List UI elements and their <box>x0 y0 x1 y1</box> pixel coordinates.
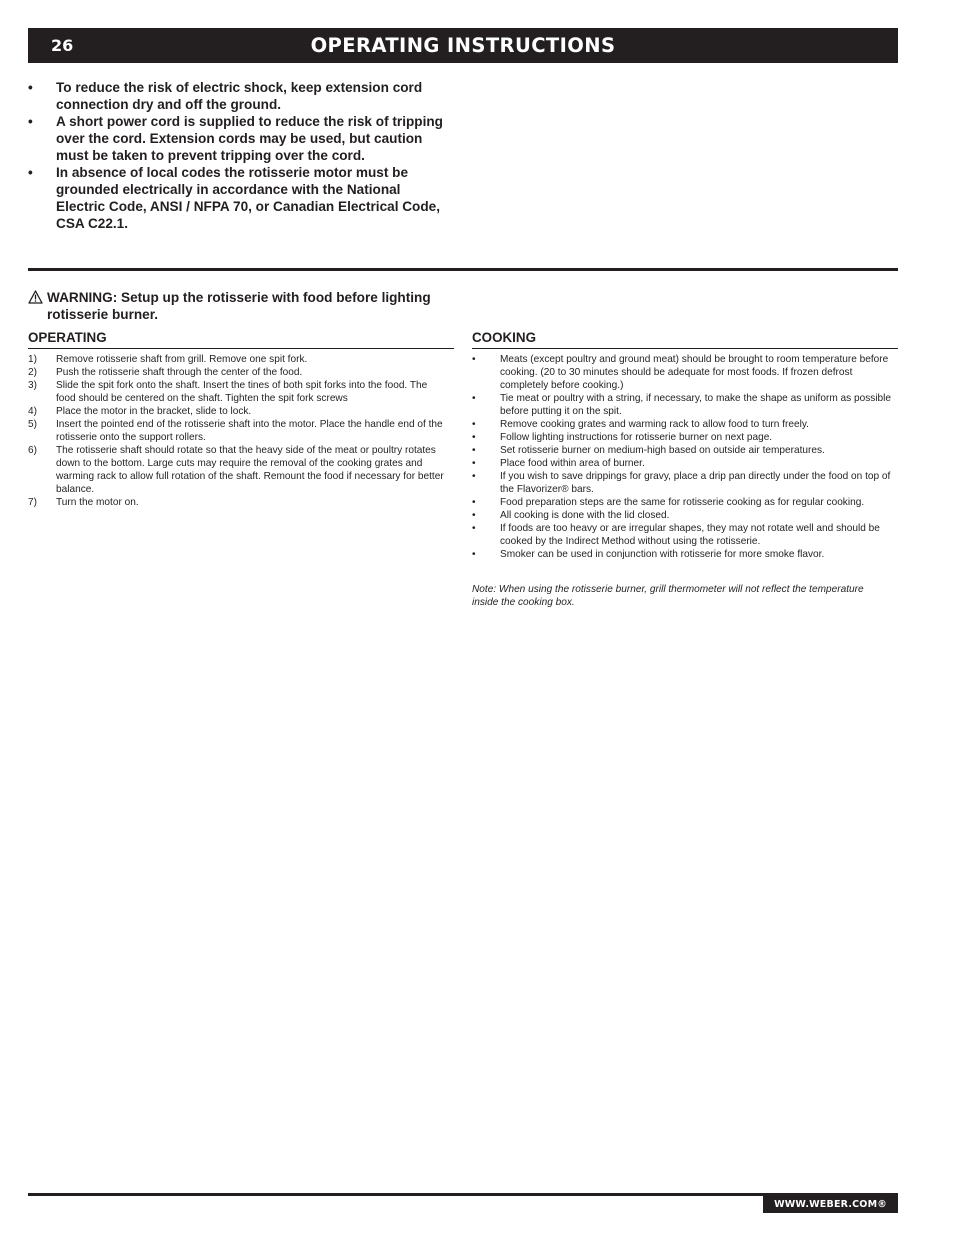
section-divider <box>28 268 898 271</box>
cooking-rule <box>472 348 898 349</box>
step-text: Push the rotisserie shaft through the center of the food. <box>56 367 303 378</box>
bullet: • <box>472 445 476 456</box>
operating-step <box>28 444 448 496</box>
tip-text: If you wish to save drippings for gravy, place a drip pan directly under the food on top of the Flavorizer® bars. <box>500 471 891 495</box>
cooking-tip <box>472 457 892 470</box>
bullet: • <box>472 497 476 508</box>
step-text: Insert the pointed end of the rotisserie shaft into the motor. Place the handle end of the rotisserie onto the support rollers. <box>56 419 443 443</box>
bullet: • <box>472 510 476 521</box>
page-number: 26 <box>51 36 74 55</box>
step-text: The rotisserie shaft should rotate so that the heavy side of the meat or poultry rotates down to the bottom. Large cuts may require the removal of the cooking grates and warming rack to allow full rotation of the shaft. Remount the food if necessary for better balance. <box>56 445 444 495</box>
warning-block <box>28 289 458 323</box>
operating-rule <box>28 348 454 349</box>
safety-note-text: To reduce the risk of electric shock, keep extension cord connection dry and off the ground. <box>56 80 423 112</box>
bullet: • <box>472 432 476 443</box>
safety-note <box>28 113 448 164</box>
operating-step <box>28 366 448 379</box>
bullet: • <box>28 114 33 129</box>
warning-triangle-icon <box>28 290 43 304</box>
page-title: OPERATING INSTRUCTIONS <box>310 34 616 57</box>
cooking-tip <box>472 470 892 496</box>
cooking-tip <box>472 431 892 444</box>
cooking-tip <box>472 392 892 418</box>
tip-text: Remove cooking grates and warming rack to allow food to turn freely. <box>500 419 809 430</box>
cooking-heading: COOKING <box>472 330 536 345</box>
tip-text: Meats (except poultry and ground meat) should be brought to room temperature before cooking. (20 to 30 minutes should be adequate for most foods. If frozen defrost completely before cooking.) <box>500 354 889 391</box>
bullet: • <box>472 523 476 534</box>
safety-notes-list <box>28 79 448 232</box>
operating-step <box>28 353 448 366</box>
step-number: 6) <box>28 445 37 456</box>
safety-note-text: A short power cord is supplied to reduce the risk of tripping over the cord. Extension cords may be used, but caution must be taken to prevent tripping over the cord. <box>56 114 443 163</box>
cooking-tip <box>472 496 892 509</box>
step-number: 3) <box>28 380 37 391</box>
step-number: 2) <box>28 367 37 378</box>
cooking-tips <box>472 353 892 561</box>
step-text: Turn the motor on. <box>56 497 139 508</box>
safety-note-text: In absence of local codes the rotisserie motor must be grounded electrically in accordance with the National Electric Code, ANSI / NFPA 70, or Canadian Electrical Code, CSA C22.1. <box>56 165 441 231</box>
cooking-tip <box>472 548 892 561</box>
header-bar <box>28 28 898 63</box>
bullet: • <box>472 458 476 469</box>
warning-text: WARNING: Setup up the rotisserie with food before lighting rotisserie burner. <box>47 290 431 322</box>
tip-text: Smoker can be used in conjunction with rotisserie for more smoke flavor. <box>500 549 825 560</box>
tip-text: All cooking is done with the lid closed. <box>500 510 670 521</box>
operating-step <box>28 418 448 444</box>
step-text: Remove rotisserie shaft from grill. Remove one spit fork. <box>56 354 308 365</box>
bullet: • <box>472 419 476 430</box>
tip-text: Set rotisserie burner on medium-high based on outside air temperatures. <box>500 445 825 456</box>
bullet: • <box>472 393 476 404</box>
bullet: • <box>28 165 33 180</box>
operating-step <box>28 379 448 405</box>
bullet: • <box>472 549 476 560</box>
step-number: 1) <box>28 354 37 365</box>
safety-note <box>28 164 448 232</box>
cooking-tip <box>472 522 892 548</box>
footer-website-link[interactable]: WWW.WEBER.COM® <box>763 1196 898 1213</box>
step-number: 7) <box>28 497 37 508</box>
step-number: 4) <box>28 406 37 417</box>
cooking-tip <box>472 509 892 522</box>
operating-step <box>28 496 448 509</box>
step-number: 5) <box>28 419 37 430</box>
cooking-note: Note: When using the rotisserie burner, grill thermometer will not reflect the temperature inside the cooking box. <box>472 584 864 608</box>
tip-text: Place food within area of burner. <box>500 458 645 469</box>
safety-note <box>28 79 448 113</box>
bullet: • <box>472 471 476 482</box>
operating-steps <box>28 353 448 509</box>
operating-heading: OPERATING <box>28 330 107 345</box>
step-text: Place the motor in the bracket, slide to lock. <box>56 406 252 417</box>
bullet: • <box>28 80 33 95</box>
tip-text: Follow lighting instructions for rotisserie burner on next page. <box>500 432 773 443</box>
step-text: Slide the spit fork onto the shaft. Insert the tines of both spit forks into the food. The food should be centered on the shaft. Tighten the spit fork screws <box>56 380 428 404</box>
operating-step <box>28 405 448 418</box>
cooking-tip <box>472 353 892 392</box>
tip-text: Food preparation steps are the same for rotisserie cooking as for regular cooking. <box>500 497 865 508</box>
tip-text: If foods are too heavy or are irregular shapes, they may not rotate well and should be cooked by the Indirect Method without using the rotisserie. <box>500 523 880 547</box>
cooking-tip <box>472 418 892 431</box>
bullet: • <box>472 354 476 365</box>
cooking-tip <box>472 444 892 457</box>
tip-text: Tie meat or poultry with a string, if necessary, to make the shape as uniform as possible before putting it on the spit. <box>500 393 892 417</box>
